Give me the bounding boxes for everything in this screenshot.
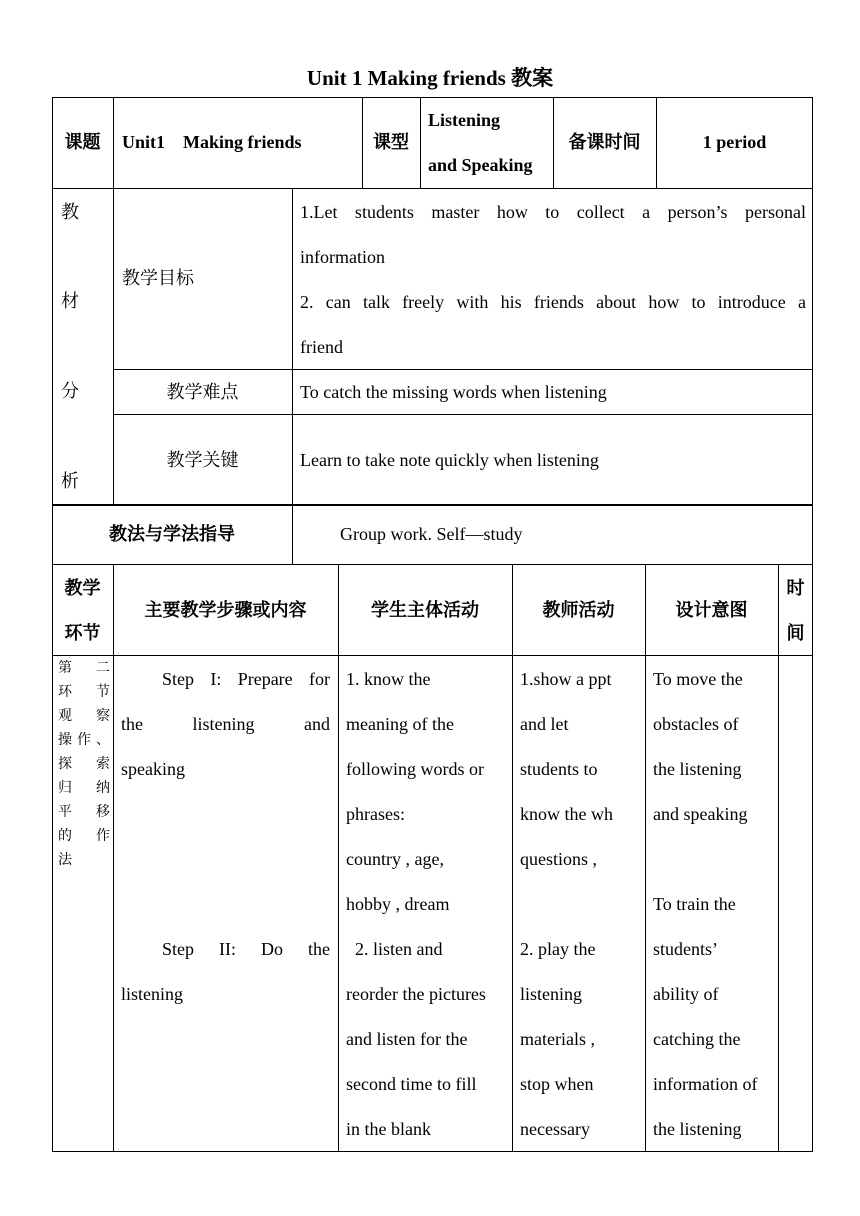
method-label: 教法与学法指导 (109, 524, 235, 545)
material-analysis-char-4: 析 (61, 471, 79, 492)
objectives-line-4: friend (300, 337, 343, 357)
time-header-line2: 间 (786, 623, 805, 644)
student-line: following words or (346, 759, 484, 779)
objectives-label: 教学目标 (122, 268, 194, 289)
design-line: and speaking (653, 804, 748, 824)
stage-line: 的 作 (58, 828, 110, 844)
stage-line: 探 索 (58, 756, 110, 772)
teacher-line: materials , (520, 1029, 595, 1049)
teacher-line: necessary (520, 1119, 590, 1139)
teacher-line: questions , (520, 849, 598, 869)
design-line: the listening (653, 759, 742, 779)
stage-line: 操作、 (58, 732, 110, 748)
student-activity-content (346, 657, 510, 1152)
difficulty-value: To catch the missing words when listening (300, 382, 607, 402)
step1-line2: the listening and (121, 714, 330, 734)
design-line (653, 837, 777, 882)
document-title (0, 62, 860, 92)
teacher-activity-content (520, 657, 644, 1152)
topic-value: Unit1 Making friends (122, 132, 302, 152)
prep-time-label: 备课时间 (568, 132, 641, 153)
material-analysis-char-2: 材 (61, 291, 79, 312)
teacher-line: 1.show a ppt (520, 669, 612, 689)
design-intent-content (653, 657, 777, 1152)
material-analysis-char-3: 分 (61, 381, 79, 402)
prep-time-value: 1 period (702, 132, 767, 152)
stage-description (58, 656, 110, 872)
student-line: country , age, (346, 849, 444, 869)
stage-header-line2: 环节 (64, 623, 101, 644)
step2-line1: Step II: Do the (162, 939, 330, 959)
step2-line2: listening (121, 984, 183, 1004)
stage-line: 环 节 (58, 684, 110, 700)
teacher-line: 2. play the (520, 939, 596, 959)
student-line: reorder the pictures (346, 984, 486, 1004)
material-analysis-char-1: 教 (61, 202, 79, 223)
stage-header-line1: 教学 (64, 578, 101, 599)
design-line: To train the (653, 894, 736, 914)
design-line: information of (653, 1074, 758, 1094)
lesson-type-label: 课型 (373, 132, 409, 153)
method-value: Group work. Self—study (340, 524, 523, 544)
step1-line1: Step I: Prepare for (162, 669, 330, 689)
design-line: the listening (653, 1119, 742, 1139)
student-line: hobby , dream (346, 894, 450, 914)
steps-header: 主要教学步骤或内容 (144, 600, 307, 621)
design-line: students’ (653, 939, 718, 959)
lesson-type-value-line1: Listening (428, 110, 501, 130)
title-chinese: 教案 (511, 66, 554, 90)
design-line: ability of (653, 984, 719, 1004)
teacher-line: stop when (520, 1074, 594, 1094)
design-line: To move the (653, 669, 743, 689)
teacher-line: listening (520, 984, 582, 1004)
title-english: Unit 1 Making friends (306, 66, 506, 90)
stage-line: 平 移 (58, 804, 110, 820)
stage-line: 法 (58, 852, 72, 868)
objectives-line-1: 1.Let students master how to collect a person’s personal (300, 202, 806, 222)
student-line: 2. listen and (346, 939, 443, 959)
teacher-line: and let (520, 714, 569, 734)
lesson-type-value-line2: and Speaking (428, 155, 533, 175)
teacher-line: know the wh (520, 804, 613, 824)
stage-line: 归 纳 (58, 780, 110, 796)
stage-line: 第 二 (58, 660, 110, 676)
design-intent-header: 设计意图 (675, 600, 748, 621)
design-line: obstacles of (653, 714, 739, 734)
teacher-activity-header: 教师活动 (542, 600, 615, 621)
student-line: meaning of the (346, 714, 454, 734)
difficulty-label: 教学难点 (166, 382, 239, 403)
student-line: and listen for the (346, 1029, 468, 1049)
student-line: in the blank (346, 1119, 431, 1139)
step1-line3: speaking (121, 759, 185, 779)
design-line: catching the (653, 1029, 741, 1049)
key-point-value: Learn to take note quickly when listening (300, 450, 599, 470)
key-point-label: 教学关键 (166, 450, 239, 471)
objectives-line-3: 2. can talk freely with his friends about how to introduce a (300, 292, 806, 312)
student-line: second time to fill (346, 1074, 477, 1094)
student-line: 1. know the (346, 669, 431, 689)
student-line: phrases: (346, 804, 405, 824)
time-header-line1: 时 (786, 578, 805, 599)
teacher-line: students to (520, 759, 598, 779)
teacher-line (520, 882, 644, 927)
stage-line: 观 察 (58, 708, 110, 724)
student-activity-header: 学生主体活动 (371, 600, 479, 621)
topic-label: 课题 (64, 132, 101, 153)
objectives-line-2: information (300, 247, 385, 267)
